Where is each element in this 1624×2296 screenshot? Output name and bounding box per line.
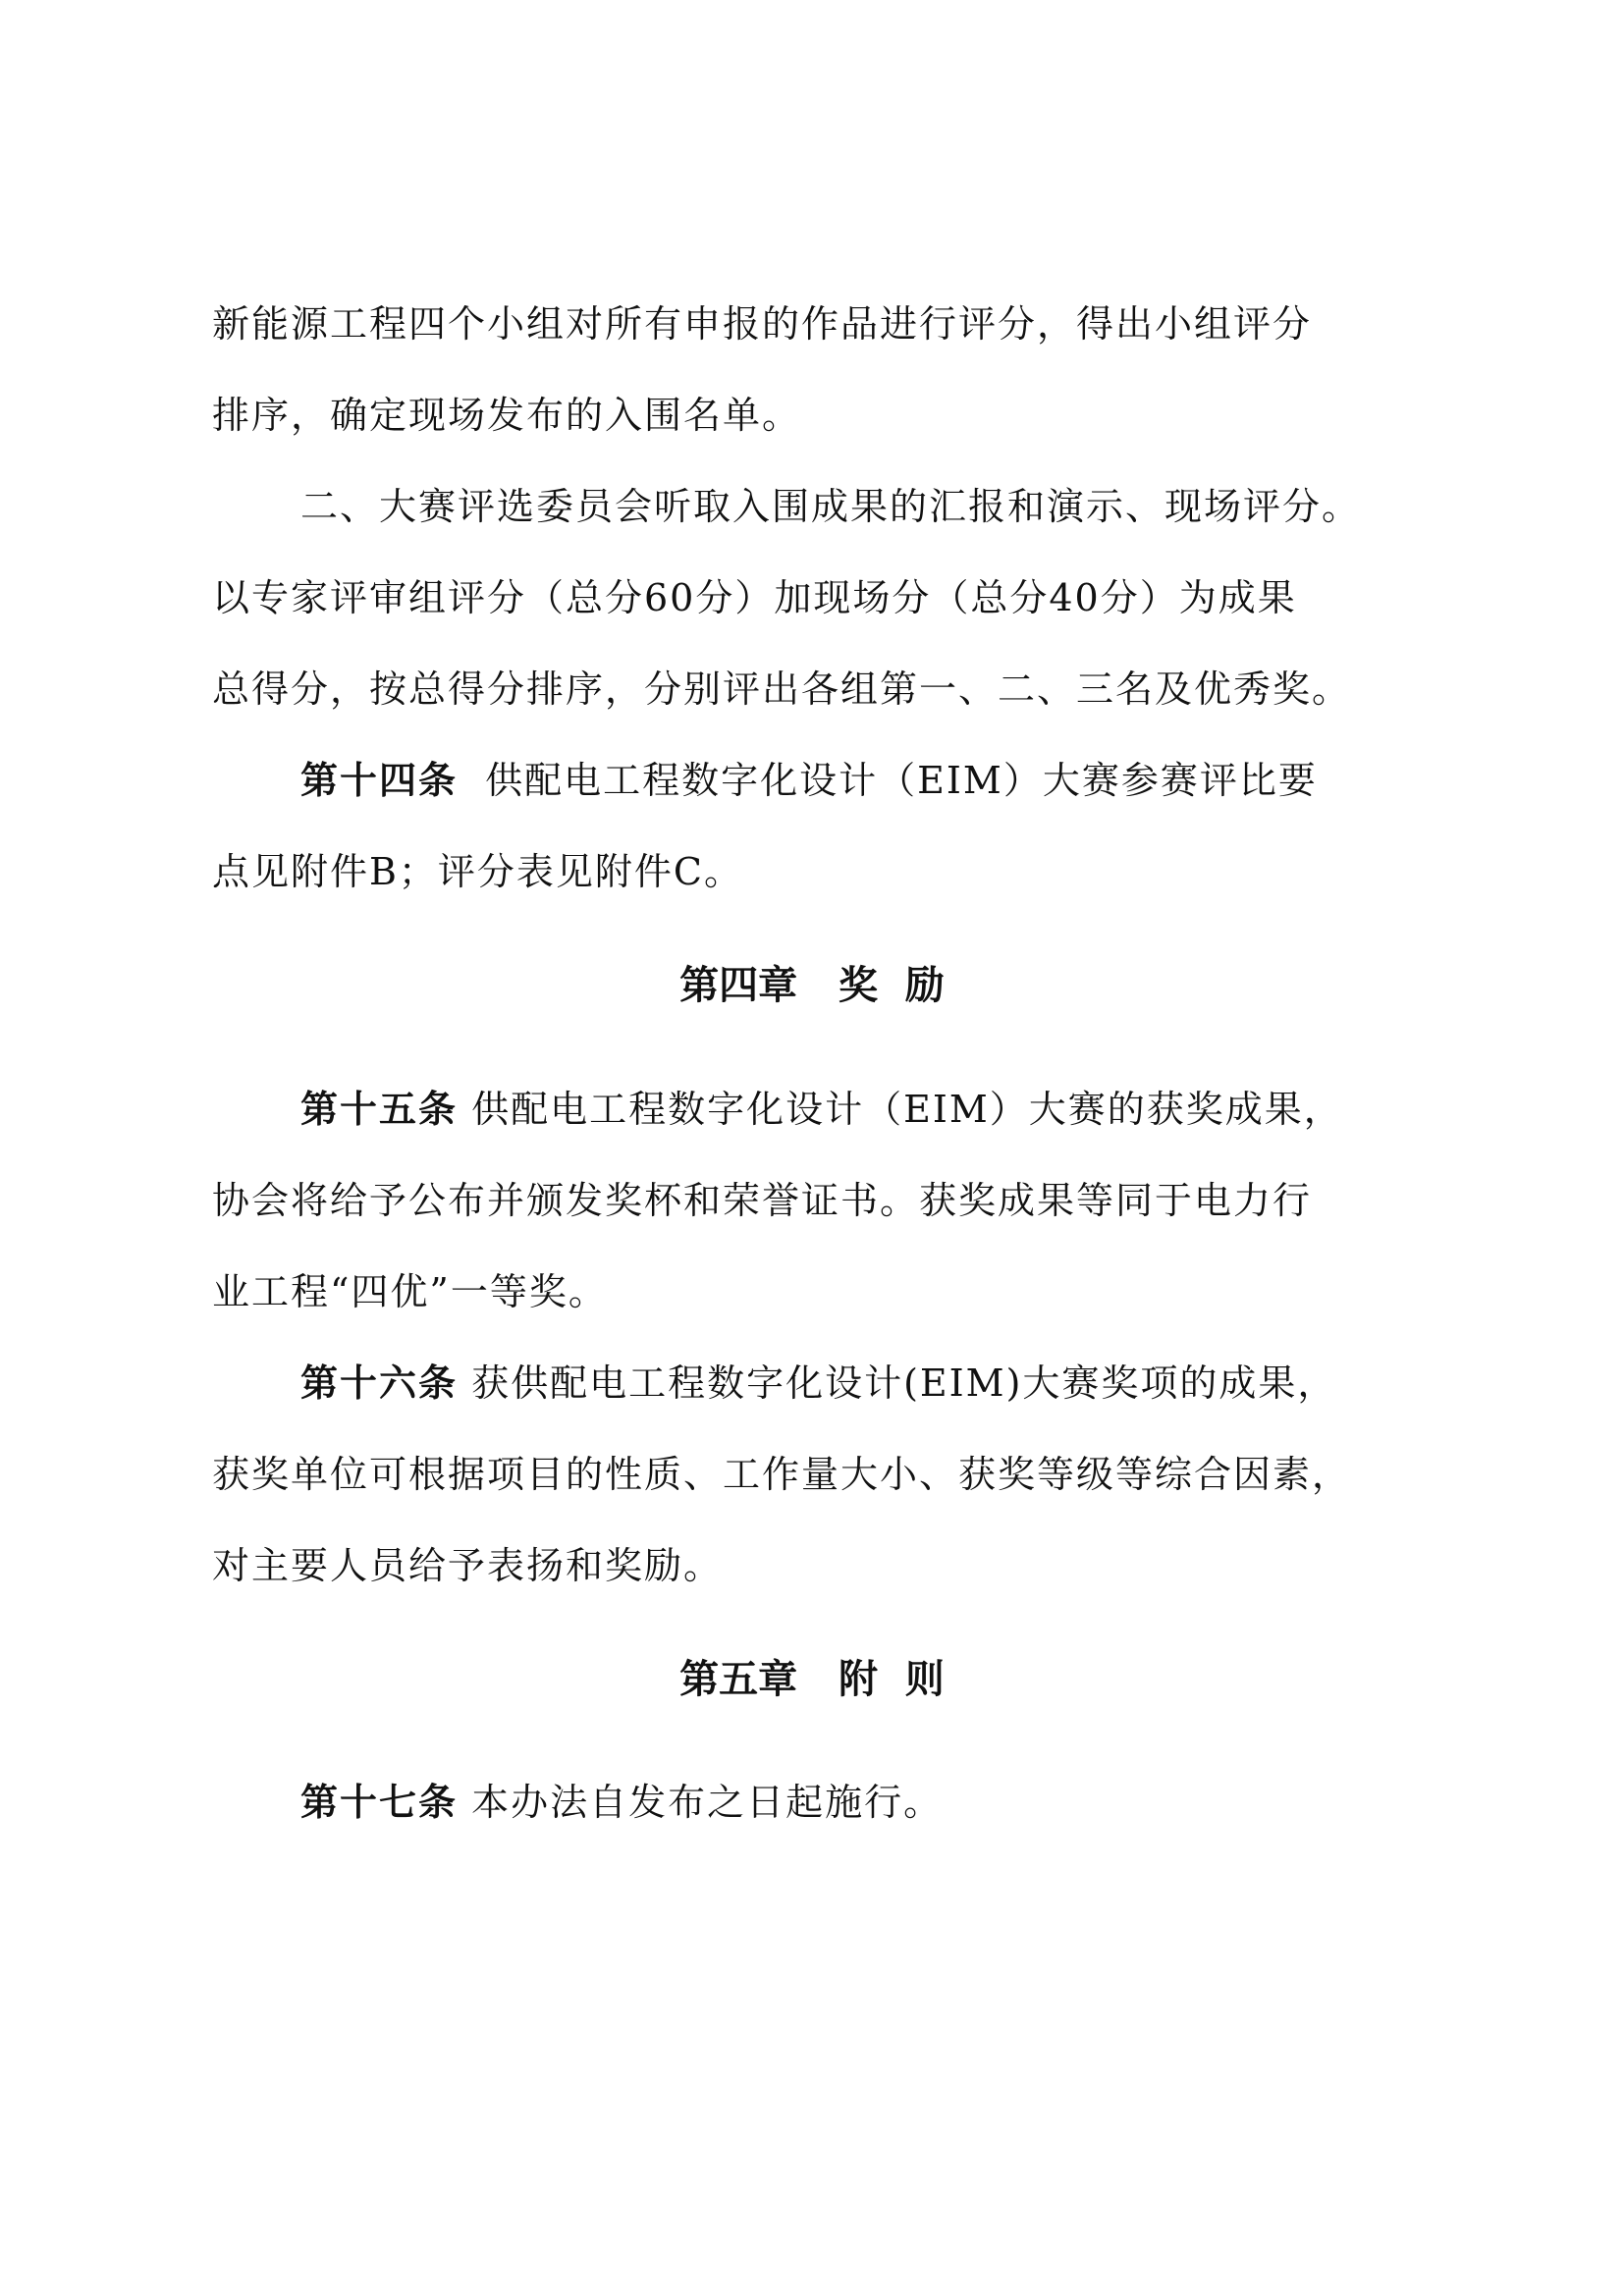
paragraph-line: 二、大赛评选委员会听取入围成果的汇报和演示、现场评分。 xyxy=(300,485,1362,528)
article-label: 第十四条 xyxy=(300,759,459,802)
paragraph-line: 新能源工程四个小组对所有申报的作品进行评分，得出小组评分 xyxy=(212,302,1313,346)
article-text: 供配电工程数字化设计（EIM）大赛的获奖成果， xyxy=(458,1088,1343,1131)
paragraph-line: 对主要人员给予表扬和奖励。 xyxy=(212,1544,724,1587)
paragraph-line: 业工程“四优”一等奖。 xyxy=(212,1270,608,1313)
paragraph-line: 以专家评审组评分（总分60分）加现场分（总分40分）为成果 xyxy=(212,576,1297,619)
paragraph-line: 协会将给予公布并颁发奖杯和荣誉证书。获奖成果等同于电力行 xyxy=(212,1179,1313,1222)
article-label: 第十七条 xyxy=(300,1781,459,1824)
chapter-heading: 第五章 附 则 xyxy=(679,1657,945,1702)
article-text: 获供配电工程数字化设计(EIM)大赛奖项的成果， xyxy=(458,1362,1337,1405)
article-16-line xyxy=(300,1356,1336,1411)
article-label: 第十五条 xyxy=(300,1088,459,1131)
paragraph-line: 排序，确定现场发布的入围名单。 xyxy=(212,394,802,437)
article-14-line xyxy=(300,753,1318,808)
article-15-line xyxy=(300,1082,1343,1137)
paragraph-line: 总得分，按总得分排序，分别评出各组第一、二、三名及优秀奖。 xyxy=(212,667,1352,711)
paragraph-line: 获奖单位可根据项目的性质、工作量大小、获奖等级等综合因素， xyxy=(212,1453,1352,1496)
article-text: 本办法自发布之日起施行。 xyxy=(458,1781,944,1824)
paragraph-line: 点见附件B；评分表见附件C。 xyxy=(212,850,744,893)
article-17-line xyxy=(300,1775,943,1830)
article-label: 第十六条 xyxy=(300,1362,459,1405)
article-text: 供配电工程数字化设计（EIM）大赛参赛评比要 xyxy=(458,759,1318,802)
chapter-heading: 第四章 奖 励 xyxy=(679,963,945,1008)
